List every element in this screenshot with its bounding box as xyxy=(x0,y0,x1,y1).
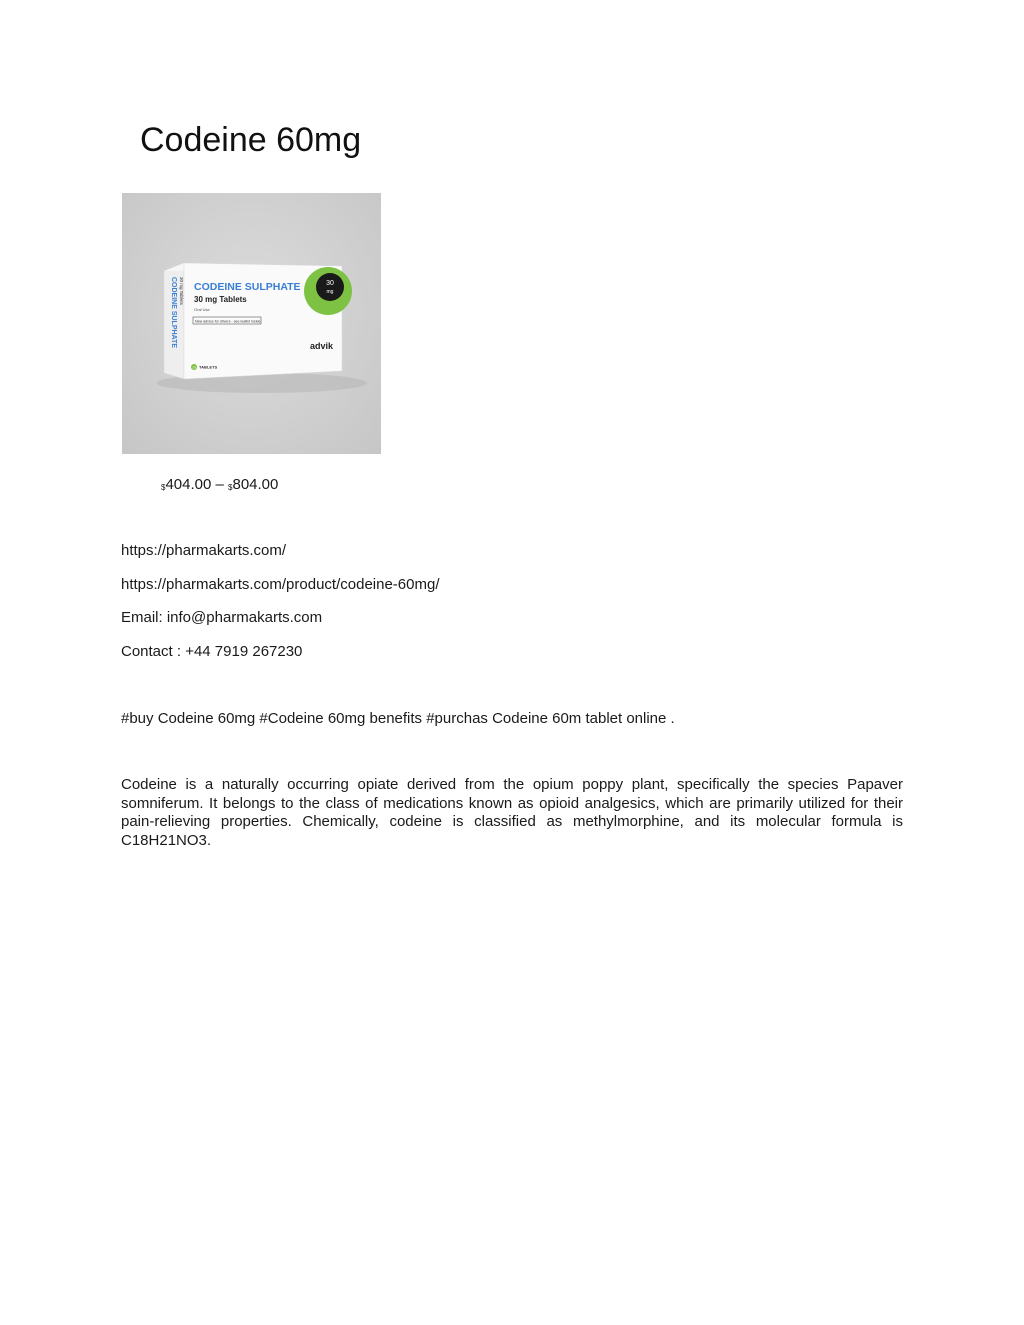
box-side-subtitle: 30 mg Tablets xyxy=(179,277,184,305)
price-range xyxy=(161,476,278,494)
product-link: https://pharmakarts.com/product/codeine-60mg/ xyxy=(121,576,440,593)
box-subtitle-text: 30 mg Tablets xyxy=(194,295,247,304)
badge-number: 30 xyxy=(326,280,334,287)
brand-logo: advik xyxy=(310,341,334,351)
email-line: Email: info@pharmakarts.com xyxy=(121,609,323,626)
hashtags-line: #buy Codeine 60mg #Codeine 60mg benefits #purchas Codeine 60m tablet online . xyxy=(121,710,675,727)
box-title-text: CODEINE SULPHATE xyxy=(194,281,301,293)
currency-symbol: $ xyxy=(161,483,166,492)
medicine-box-illustration xyxy=(122,193,381,454)
badge-dark-circle xyxy=(316,273,344,301)
price-separator: – xyxy=(211,476,229,493)
site-link: https://pharmakarts.com/ xyxy=(121,542,287,559)
price-min: 404.00 xyxy=(165,476,212,493)
tablets-label: TABLETS xyxy=(199,364,218,370)
contact-line: Contact : +44 7919 267230 xyxy=(121,643,303,660)
page-title: Codeine 60mg xyxy=(140,121,362,159)
currency-symbol: $ xyxy=(228,483,233,492)
box-notice-text: New advice for drivers - see leaflet inside xyxy=(195,319,261,324)
description-paragraph: Codeine is a naturally occurring opiate derived from the opium poppy plant, specifically the species Papaver somniferum. It belongs to the class of medications known as opioid analgesics, which are primarily utilized for their pain-relieving properties. Chemically, codeine is classified as methylmorphine, and its molecular formula is C18H21NO3. xyxy=(121,776,903,849)
box-oral-text: Oral Use xyxy=(194,307,210,312)
tablets-count: 28 xyxy=(192,365,196,370)
badge-unit: mg xyxy=(326,289,334,295)
price-max: 804.00 xyxy=(232,476,279,493)
product-image xyxy=(122,193,381,454)
box-side-title: CODEINE SULPHATE xyxy=(170,277,177,349)
